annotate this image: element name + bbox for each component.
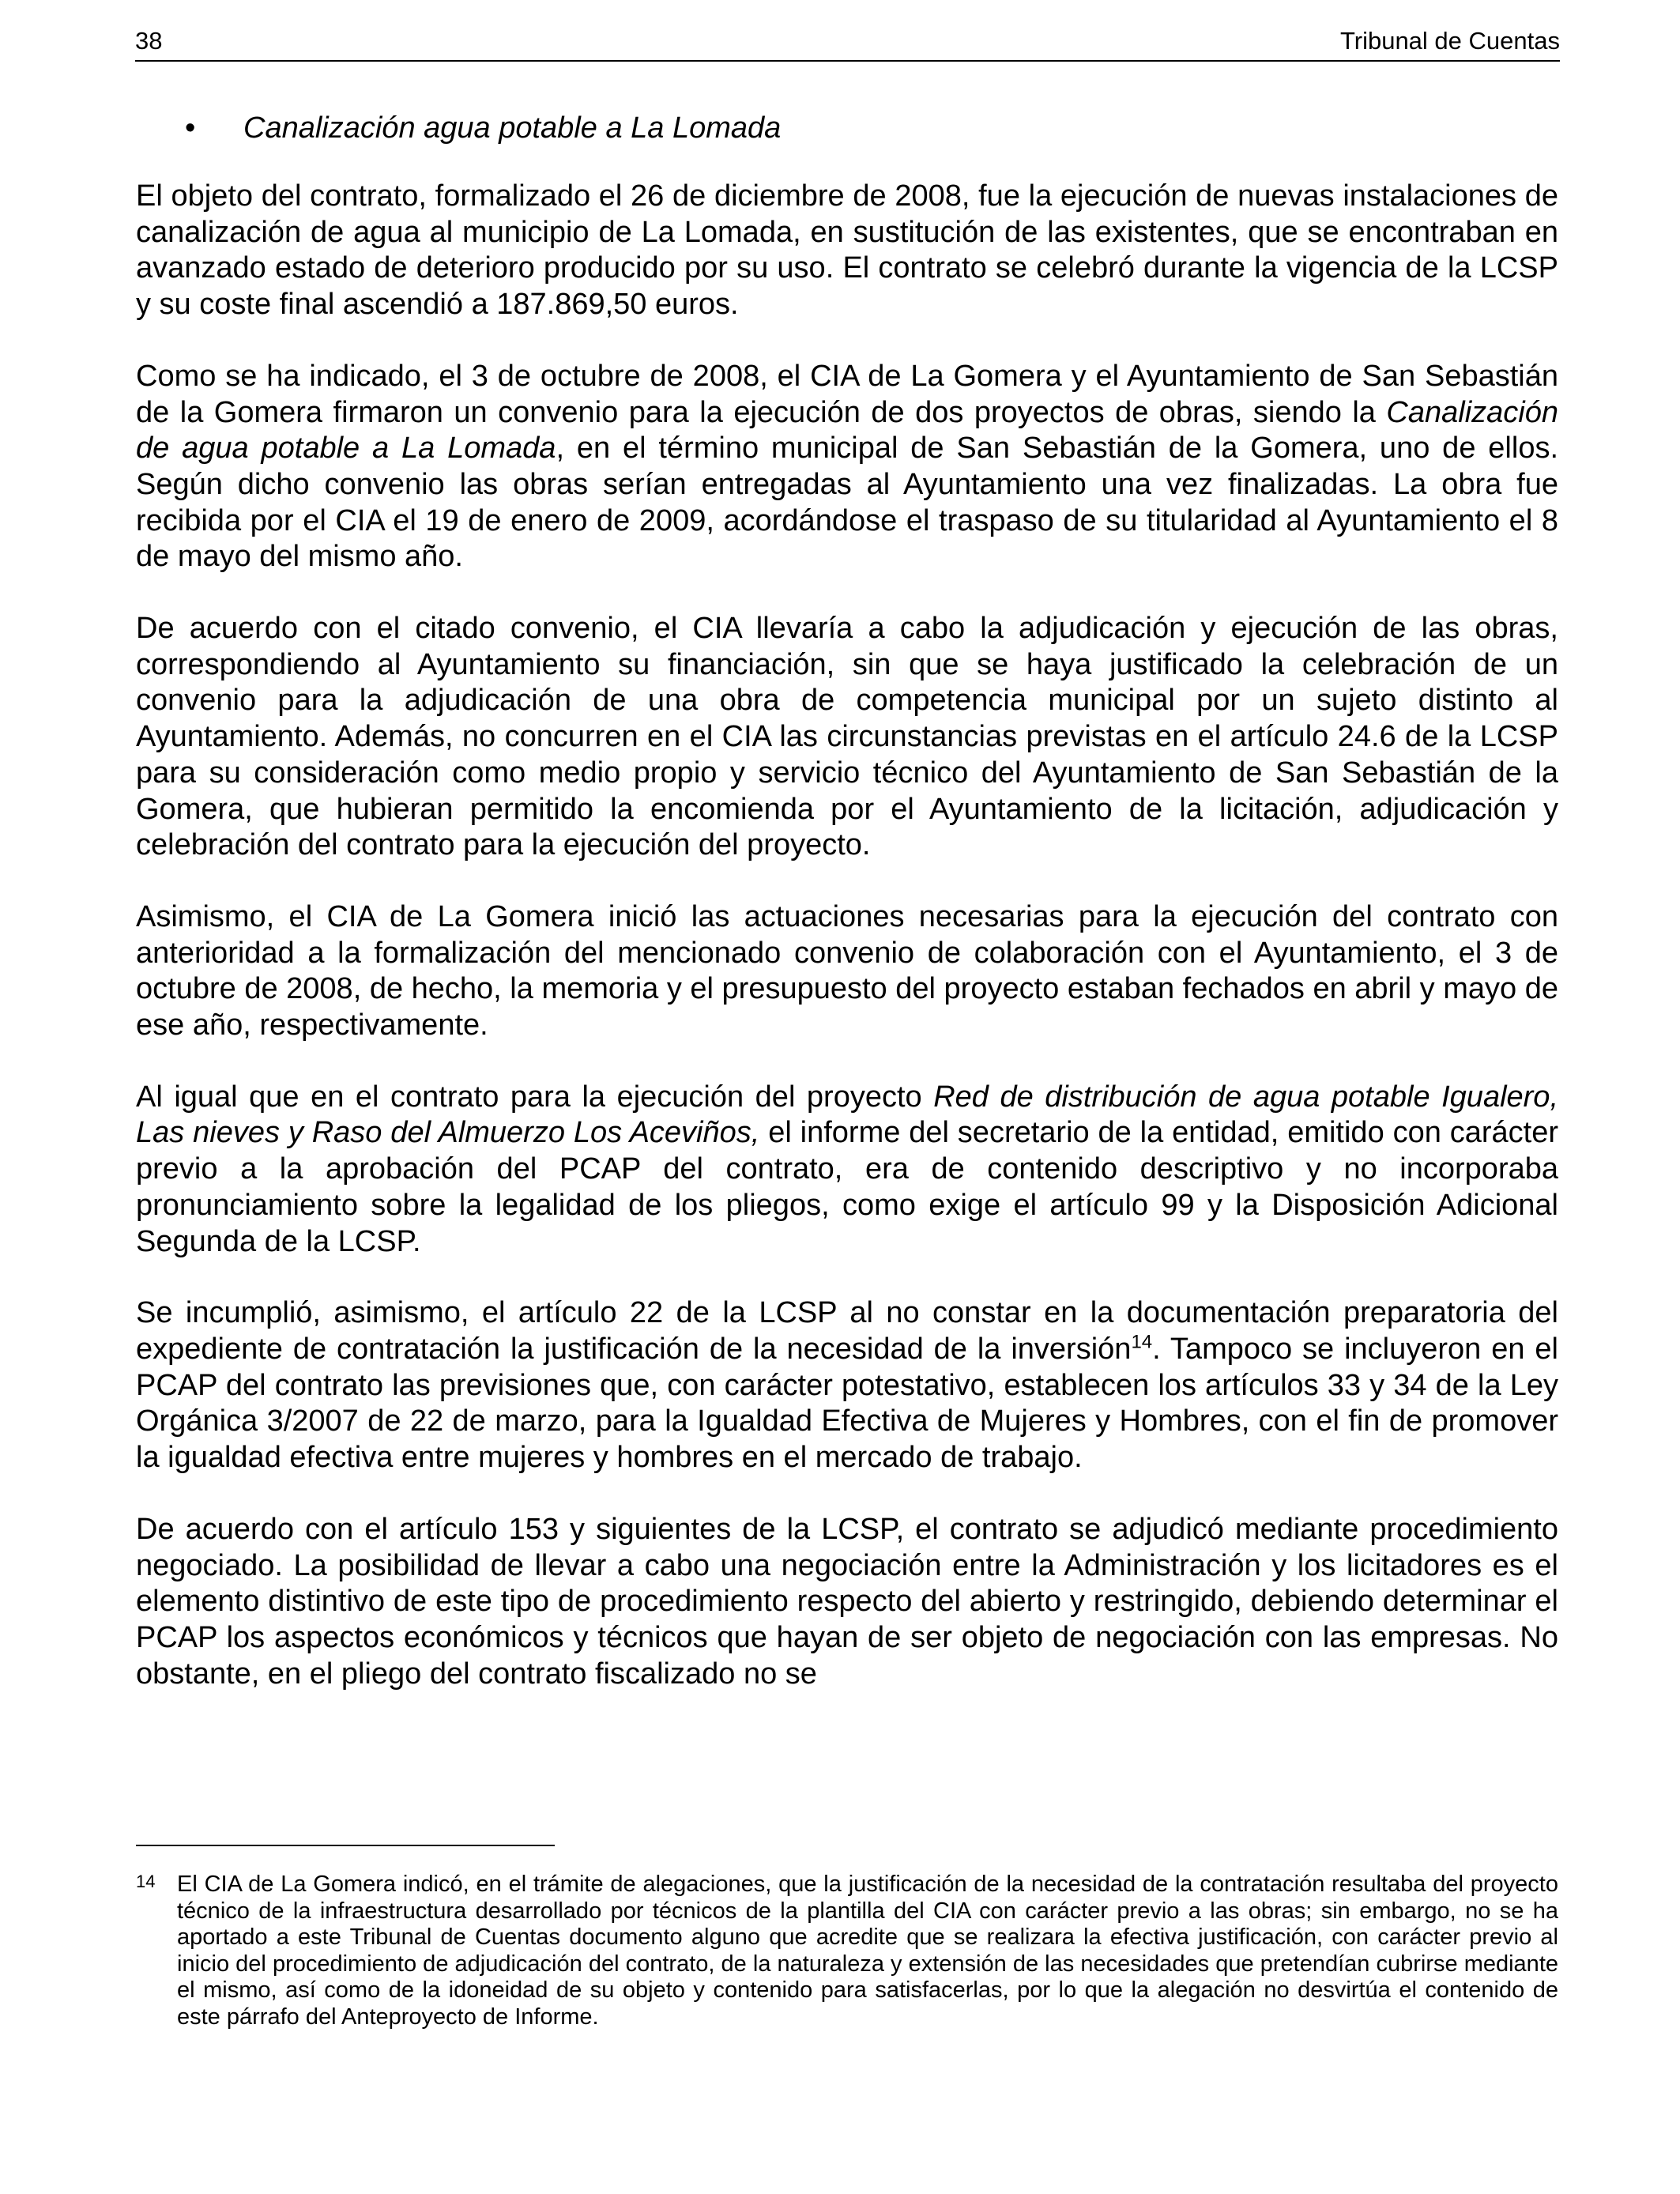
footnote-text: El CIA de La Gomera indicó, en el trámite de alegaciones, que la justificación de la necesidad de la contratación resultaba del proyecto técnico de la infraestructura desarrollado por técnicos de la plantilla del CIA con carácter previo a las obras; sin embargo, no se ha aportado a este Tribunal de Cuentas documento alguno que acredite que se realizara la efectiva justificación, con carácter previo al inicio del procedimiento de adjudicación del contrato, de la naturaleza y extensión de las necesidades que pretendían cubrirse mediante el mismo, así como de la idoneidad de su objeto y contenido para satisfacerlas, por lo que la alegación no desvirtúa el contenido de este párrafo del Anteproyecto de Informe. <box>177 1872 1558 2030</box>
page-number: 38 <box>135 27 163 55</box>
paragraph-5-text-b: el informe del secretario de la entidad, emitido con carácter previo a la aprobación del PCAP del contrato, era de contenido descriptivo y no incorporaba pronunciamiento sobre la legalidad de los pliegos, como exige el artículo 99 y la Disposición Adicional Segunda de la LCSP. <box>136 1116 1558 1258</box>
footnote <box>136 1872 1558 2031</box>
document-body <box>136 109 1558 1728</box>
publisher-name: Tribunal de Cuentas <box>1339 27 1560 55</box>
paragraph-4: Asimismo, el CIA de La Gomera inició las actuaciones necesarias para la ejecución del contrato con anterioridad a la formalización del mencionado convenio de colaboración con el Ayuntamiento, el 3 de octubre de 2008, de hecho, la memoria y el presupuesto del proyecto estaban fechados en abril y mayo de ese año, respectivamente. <box>136 899 1558 1042</box>
footnote-reference[interactable]: 14 <box>1131 1331 1153 1353</box>
section-title: Canalización agua potable a La Lomada <box>243 111 782 145</box>
paragraph-6-text-a: Se incumplió, asimismo, el artículo 22 de la LCSP al no constar en la documentación preparatoria del expediente de contratación la justificación de la necesidad de la inversión <box>136 1296 1558 1366</box>
footnote-divider <box>136 1845 555 1846</box>
page-header <box>135 22 1560 62</box>
paragraph-2-italic: Canalización de agua potable a La Lomada <box>136 395 1558 466</box>
footnote-number: 14 <box>136 1872 156 1891</box>
paragraph-2 <box>136 359 1558 575</box>
bullet-icon: • <box>185 111 196 145</box>
paragraph-7: De acuerdo con el artículo 153 y siguientes de la LCSP, el contrato se adjudicó mediante procedimiento negociado. La posibilidad de llevar a cabo una negociación entre la Administración y los licitadores es el elemento distintivo de este tipo de procedimiento respecto del abierto y restringido, debiendo determinar el PCAP los aspectos económicos y técnicos que hayan de ser objeto de negociación con las empresas. No obstante, en el pliego del contrato fiscalizado no se <box>136 1512 1558 1691</box>
paragraph-5-italic: Red de distribución de agua potable Igualero, Las nieves y Raso del Almuerzo Los Aceviños, <box>136 1080 1558 1150</box>
paragraph-5-text-a: Al igual que en el contrato para la ejecución del proyecto <box>136 1080 934 1114</box>
paragraph-6 <box>136 1295 1558 1476</box>
paragraph-1: El objeto del contrato, formalizado el 26 de diciembre de 2008, fue la ejecución de nuevas instalaciones de canalización de agua al municipio de La Lomada, en sustitución de las existentes, que se encontraban en avanzado estado de deterioro producido por su uso. El contrato se celebró durante la vigencia de la LCSP y su coste final ascendió a 187.869,50 euros. <box>136 179 1558 322</box>
paragraph-6-text-b: . Tampoco se incluyeron en el PCAP del contrato las previsiones que, con carácter potestativo, establecen los artículos 33 y 34 de la Ley Orgánica 3/2007 de 22 de marzo, para la Igualdad Efectiva de Mujeres y Hombres, con el fin de promover la igualdad efectiva entre mujeres y hombres en el mercado de trabajo. <box>136 1332 1558 1475</box>
section-heading <box>136 109 1558 147</box>
paragraph-5 <box>136 1080 1558 1261</box>
paragraph-2-text-a: Como se ha indicado, el 3 de octubre de 2008, el CIA de La Gomera y el Ayuntamiento de San Sebastián de la Gomera firmaron un convenio para la ejecución de dos proyectos de obras, siendo la <box>136 359 1558 429</box>
paragraph-3: De acuerdo con el citado convenio, el CIA llevaría a cabo la adjudicación y ejecución de las obras, correspondiendo al Ayuntamiento su financiación, sin que se haya justificado la celebración de un convenio para la adjudicación de una obra de competencia municipal por un sujeto distinto al Ayuntamiento. Además, no concurren en el CIA las circunstancias previstas en el artículo 24.6 de la LCSP para su consideración como medio propio y servicio técnico del Ayuntamiento de San Sebastián de la Gomera, que hubieran permitido la encomienda por el Ayuntamiento de la licitación, adjudicación y celebración del contrato para la ejecución del proyecto. <box>136 612 1558 862</box>
paragraph-2-text-b: , en el término municipal de San Sebastián de la Gomera, uno de ellos. Según dicho convenio las obras serían entregadas al Ayuntamiento una vez finalizadas. La obra fue recibida por el CIA el 19 de enero de 2009, acordándose el traspaso de su titularidad al Ayuntamiento el 8 de mayo del mismo año. <box>136 432 1559 574</box>
